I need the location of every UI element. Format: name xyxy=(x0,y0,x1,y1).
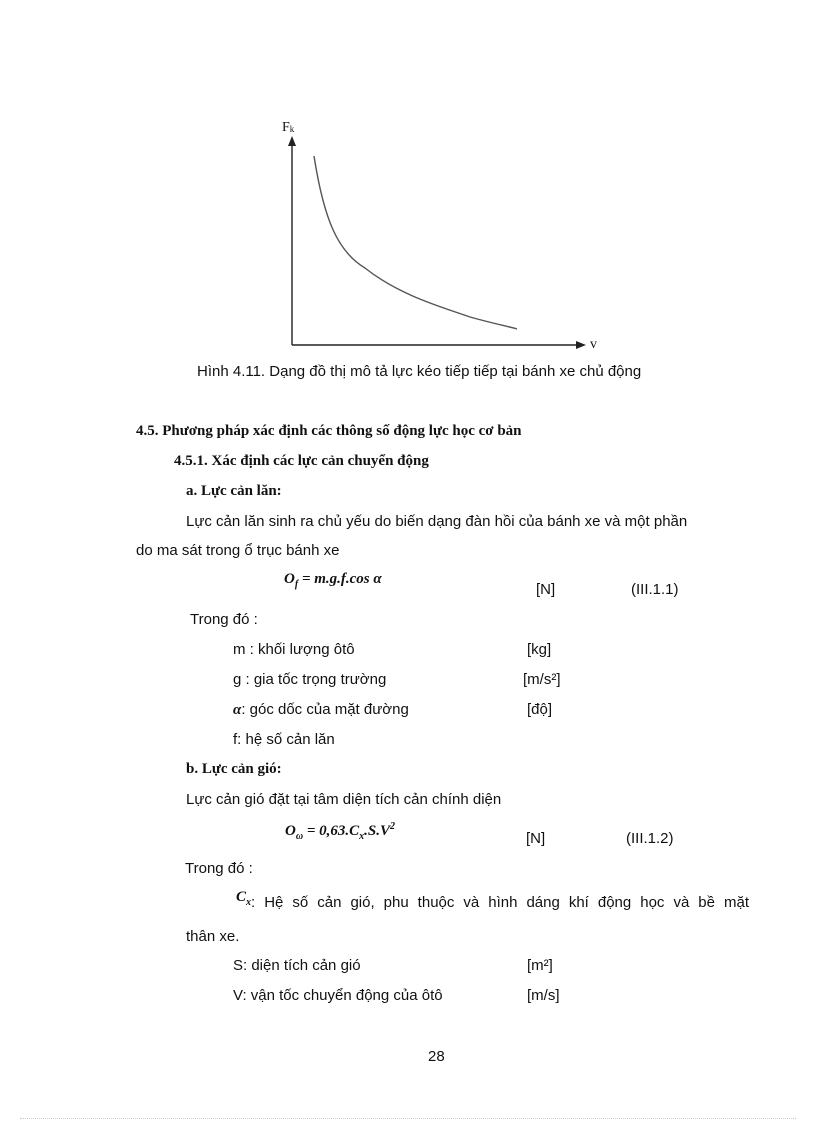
subsection-heading: 4.5.1. Xác định các lực cản chuyển động xyxy=(174,453,429,469)
equation-1-number: (III.1.1) xyxy=(631,581,679,598)
var-s: S: diện tích cản gió xyxy=(233,957,361,974)
part-b-paragraph: Lực cản gió đặt tại tâm diện tích cản chính diện xyxy=(186,791,502,808)
part-b-title: b. Lực cản gió: xyxy=(186,761,282,777)
fk-v-graph xyxy=(270,110,610,355)
var-g-unit: [m/s²] xyxy=(523,671,561,688)
equation-rolling-resistance: $O_f = m.g.f.\cos$ α xyxy=(284,571,382,590)
var-f: f: hệ số cản lăn xyxy=(233,731,335,748)
equation-1-unit: [N] xyxy=(536,581,556,598)
section-heading: 4.5. Phương pháp xác định các thông số động lực học cơ bản xyxy=(136,423,522,439)
var-alpha: α: góc dốc của mặt đường xyxy=(233,701,409,718)
figure-caption: Hình 4.11. Dạng đồ thị mô tả lực kéo tiếp tiếp tại bánh xe chủ động xyxy=(197,363,642,380)
var-v-unit: [m/s] xyxy=(527,987,560,1004)
x-axis-label: v xyxy=(590,337,597,352)
page-bottom-border xyxy=(20,1118,796,1119)
equation-wind-resistance: $O_\omega = 0,63.C_x.S.V^2$ xyxy=(285,821,395,842)
var-alpha-unit: [độ] xyxy=(527,701,553,718)
var-g: g : gia tốc trọng trường xyxy=(233,671,387,688)
fk-curve xyxy=(314,156,517,329)
var-m: m : khối lượng ôtô xyxy=(233,641,355,658)
var-s-unit: [m²] xyxy=(527,957,553,974)
where-label-a: Trong đó : xyxy=(190,611,258,628)
cx-definition-line2: thân xe. xyxy=(186,928,240,945)
alpha-symbol: α xyxy=(233,702,242,718)
cx-definition-line1: $C_x$: Hệ số cản gió, phu thuộc và hình dáng khí động học và bề mặt xyxy=(236,889,750,911)
cx-symbol: $C_x$ xyxy=(236,889,252,908)
var-v: V: vận tốc chuyển động của ôtô xyxy=(233,987,443,1004)
where-label-b: Trong đó : xyxy=(185,860,253,877)
part-a-paragraph-line1: Lực cản lăn sinh ra chủ yếu do biến dạng đàn hồi của bánh xe và một phần xyxy=(186,513,688,530)
part-a-paragraph-line2: do ma sát trong ổ trục bánh xe xyxy=(136,542,340,559)
var-m-unit: [kg] xyxy=(527,641,552,658)
y-axis-label: Fk xyxy=(282,120,295,135)
y-axis-arrow xyxy=(288,136,296,146)
equation-2-number: (III.1.2) xyxy=(626,830,674,847)
page-number: 28 xyxy=(428,1048,445,1065)
x-axis-arrow xyxy=(576,341,586,349)
part-a-title: a. Lực cản lăn: xyxy=(186,483,282,499)
equation-2-unit: [N] xyxy=(526,830,546,847)
